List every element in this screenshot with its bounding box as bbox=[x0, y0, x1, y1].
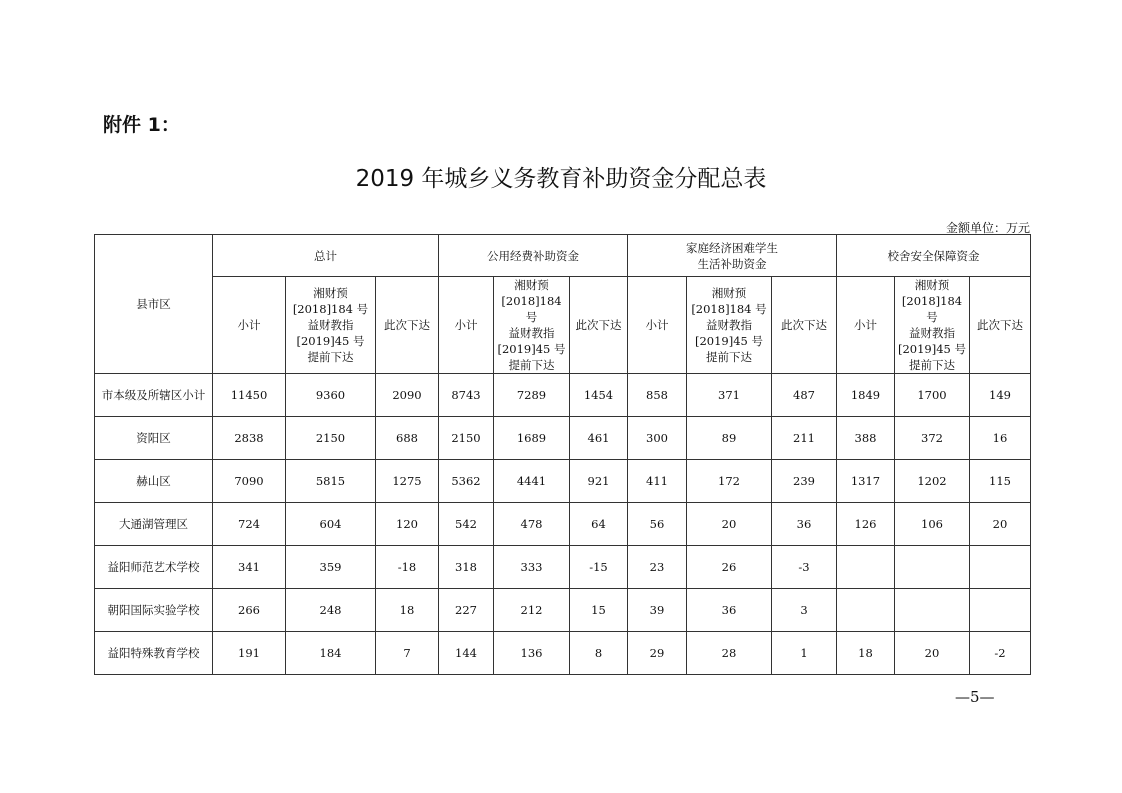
value-cell: 921 bbox=[570, 460, 628, 503]
value-cell: 89 bbox=[687, 417, 772, 460]
value-cell: 211 bbox=[772, 417, 837, 460]
group-header-total: 总计 bbox=[213, 235, 439, 277]
row-name-cell: 朝阳国际实验学校 bbox=[95, 589, 213, 632]
table-row bbox=[95, 546, 1031, 589]
value-cell bbox=[895, 589, 970, 632]
value-cell: 1202 bbox=[895, 460, 970, 503]
subheader-prior-allocation: 湘财预 [2018]184 号 益财教指 [2019]45 号 提前下达 bbox=[895, 277, 970, 374]
value-cell: 136 bbox=[494, 632, 570, 675]
value-cell: 36 bbox=[687, 589, 772, 632]
value-cell: 7090 bbox=[213, 460, 286, 503]
table-row bbox=[95, 632, 1031, 675]
value-cell: 333 bbox=[494, 546, 570, 589]
value-cell: 8 bbox=[570, 632, 628, 675]
value-cell: 341 bbox=[213, 546, 286, 589]
value-cell: 4441 bbox=[494, 460, 570, 503]
value-cell: 1689 bbox=[494, 417, 570, 460]
value-cell: 36 bbox=[772, 503, 837, 546]
value-cell: 15 bbox=[570, 589, 628, 632]
value-cell: 266 bbox=[213, 589, 286, 632]
value-cell: 542 bbox=[439, 503, 494, 546]
value-cell: 20 bbox=[895, 632, 970, 675]
value-cell: 1 bbox=[772, 632, 837, 675]
subheader-subtotal: 小计 bbox=[628, 277, 687, 374]
value-cell bbox=[837, 546, 895, 589]
value-cell: 372 bbox=[895, 417, 970, 460]
value-cell: 7 bbox=[376, 632, 439, 675]
value-cell: 149 bbox=[970, 374, 1031, 417]
table-body bbox=[95, 374, 1031, 675]
row-name-cell: 益阳师范艺术学校 bbox=[95, 546, 213, 589]
value-cell: 227 bbox=[439, 589, 494, 632]
subheader-prior-allocation: 湘财预 [2018]184 号 益财教指 [2019]45 号 提前下达 bbox=[687, 277, 772, 374]
value-cell: 18 bbox=[837, 632, 895, 675]
group-header-row bbox=[95, 235, 1031, 277]
group-header-school-safety: 校舍安全保障资金 bbox=[837, 235, 1031, 277]
row-name-cell: 市本级及所辖区小计 bbox=[95, 374, 213, 417]
subheader-current-allocation: 此次下达 bbox=[970, 277, 1031, 374]
value-cell: 1275 bbox=[376, 460, 439, 503]
value-cell: 688 bbox=[376, 417, 439, 460]
row-name-cell: 赫山区 bbox=[95, 460, 213, 503]
document-title: 2019 年城乡义务教育补助资金分配总表 bbox=[355, 166, 767, 192]
value-cell: 318 bbox=[439, 546, 494, 589]
value-cell: 120 bbox=[376, 503, 439, 546]
value-cell bbox=[970, 589, 1031, 632]
value-cell: 604 bbox=[286, 503, 376, 546]
value-cell: -2 bbox=[970, 632, 1031, 675]
value-cell bbox=[895, 546, 970, 589]
attachment-label: 附件 1： bbox=[103, 114, 180, 136]
row-name-cell: 益阳特殊教育学校 bbox=[95, 632, 213, 675]
value-cell: 8743 bbox=[439, 374, 494, 417]
value-cell: -15 bbox=[570, 546, 628, 589]
value-cell: 300 bbox=[628, 417, 687, 460]
value-cell: 2090 bbox=[376, 374, 439, 417]
value-cell: -3 bbox=[772, 546, 837, 589]
value-cell: 20 bbox=[970, 503, 1031, 546]
value-cell: 2838 bbox=[213, 417, 286, 460]
value-cell: 359 bbox=[286, 546, 376, 589]
subheader-subtotal: 小计 bbox=[837, 277, 895, 374]
value-cell: 39 bbox=[628, 589, 687, 632]
value-cell: 858 bbox=[628, 374, 687, 417]
value-cell: 28 bbox=[687, 632, 772, 675]
value-cell bbox=[837, 589, 895, 632]
subheader-prior-allocation: 湘财预 [2018]184 号 益财教指 [2019]45 号 提前下达 bbox=[494, 277, 570, 374]
value-cell: 2150 bbox=[286, 417, 376, 460]
group-header-living-subsidy: 家庭经济困难学生 生活补助资金 bbox=[628, 235, 837, 277]
value-cell: 371 bbox=[687, 374, 772, 417]
page-number: —5— bbox=[955, 688, 995, 706]
value-cell: 1849 bbox=[837, 374, 895, 417]
value-cell: 18 bbox=[376, 589, 439, 632]
value-cell: 191 bbox=[213, 632, 286, 675]
subheader-subtotal: 小计 bbox=[213, 277, 286, 374]
value-cell: 172 bbox=[687, 460, 772, 503]
value-cell: 115 bbox=[970, 460, 1031, 503]
value-cell: 461 bbox=[570, 417, 628, 460]
value-cell bbox=[970, 546, 1031, 589]
value-cell: 184 bbox=[286, 632, 376, 675]
value-cell: 411 bbox=[628, 460, 687, 503]
subheader-current-allocation: 此次下达 bbox=[376, 277, 439, 374]
value-cell: 16 bbox=[970, 417, 1031, 460]
table-row bbox=[95, 589, 1031, 632]
value-cell: 7289 bbox=[494, 374, 570, 417]
value-cell: 487 bbox=[772, 374, 837, 417]
value-cell: 9360 bbox=[286, 374, 376, 417]
subheader-prior-allocation: 湘财预 [2018]184 号 益财教指 [2019]45 号 提前下达 bbox=[286, 277, 376, 374]
value-cell: 212 bbox=[494, 589, 570, 632]
value-cell: 144 bbox=[439, 632, 494, 675]
value-cell: 388 bbox=[837, 417, 895, 460]
value-cell: 478 bbox=[494, 503, 570, 546]
value-cell: 1700 bbox=[895, 374, 970, 417]
value-cell: -18 bbox=[376, 546, 439, 589]
subheader-row bbox=[95, 277, 1031, 374]
subheader-current-allocation: 此次下达 bbox=[570, 277, 628, 374]
value-cell: 64 bbox=[570, 503, 628, 546]
value-cell: 11450 bbox=[213, 374, 286, 417]
row-name-cell: 资阳区 bbox=[95, 417, 213, 460]
subheader-subtotal: 小计 bbox=[439, 277, 494, 374]
subheader-current-allocation: 此次下达 bbox=[772, 277, 837, 374]
table-row bbox=[95, 503, 1031, 546]
group-header-public-funds: 公用经费补助资金 bbox=[439, 235, 628, 277]
value-cell: 56 bbox=[628, 503, 687, 546]
value-cell: 106 bbox=[895, 503, 970, 546]
value-cell: 126 bbox=[837, 503, 895, 546]
value-cell: 26 bbox=[687, 546, 772, 589]
table-row bbox=[95, 417, 1031, 460]
value-cell: 29 bbox=[628, 632, 687, 675]
value-cell: 3 bbox=[772, 589, 837, 632]
value-cell: 239 bbox=[772, 460, 837, 503]
value-cell: 248 bbox=[286, 589, 376, 632]
table-row bbox=[95, 460, 1031, 503]
value-cell: 1454 bbox=[570, 374, 628, 417]
unit-note: 金额单位：万元 bbox=[945, 221, 1030, 235]
value-cell: 724 bbox=[213, 503, 286, 546]
value-cell: 1317 bbox=[837, 460, 895, 503]
value-cell: 5362 bbox=[439, 460, 494, 503]
row-name-cell: 大通湖管理区 bbox=[95, 503, 213, 546]
table-row bbox=[95, 374, 1031, 417]
allocation-table bbox=[94, 234, 1031, 675]
value-cell: 20 bbox=[687, 503, 772, 546]
value-cell: 2150 bbox=[439, 417, 494, 460]
value-cell: 5815 bbox=[286, 460, 376, 503]
value-cell: 23 bbox=[628, 546, 687, 589]
row-header-cell: 县市区 bbox=[95, 235, 213, 374]
